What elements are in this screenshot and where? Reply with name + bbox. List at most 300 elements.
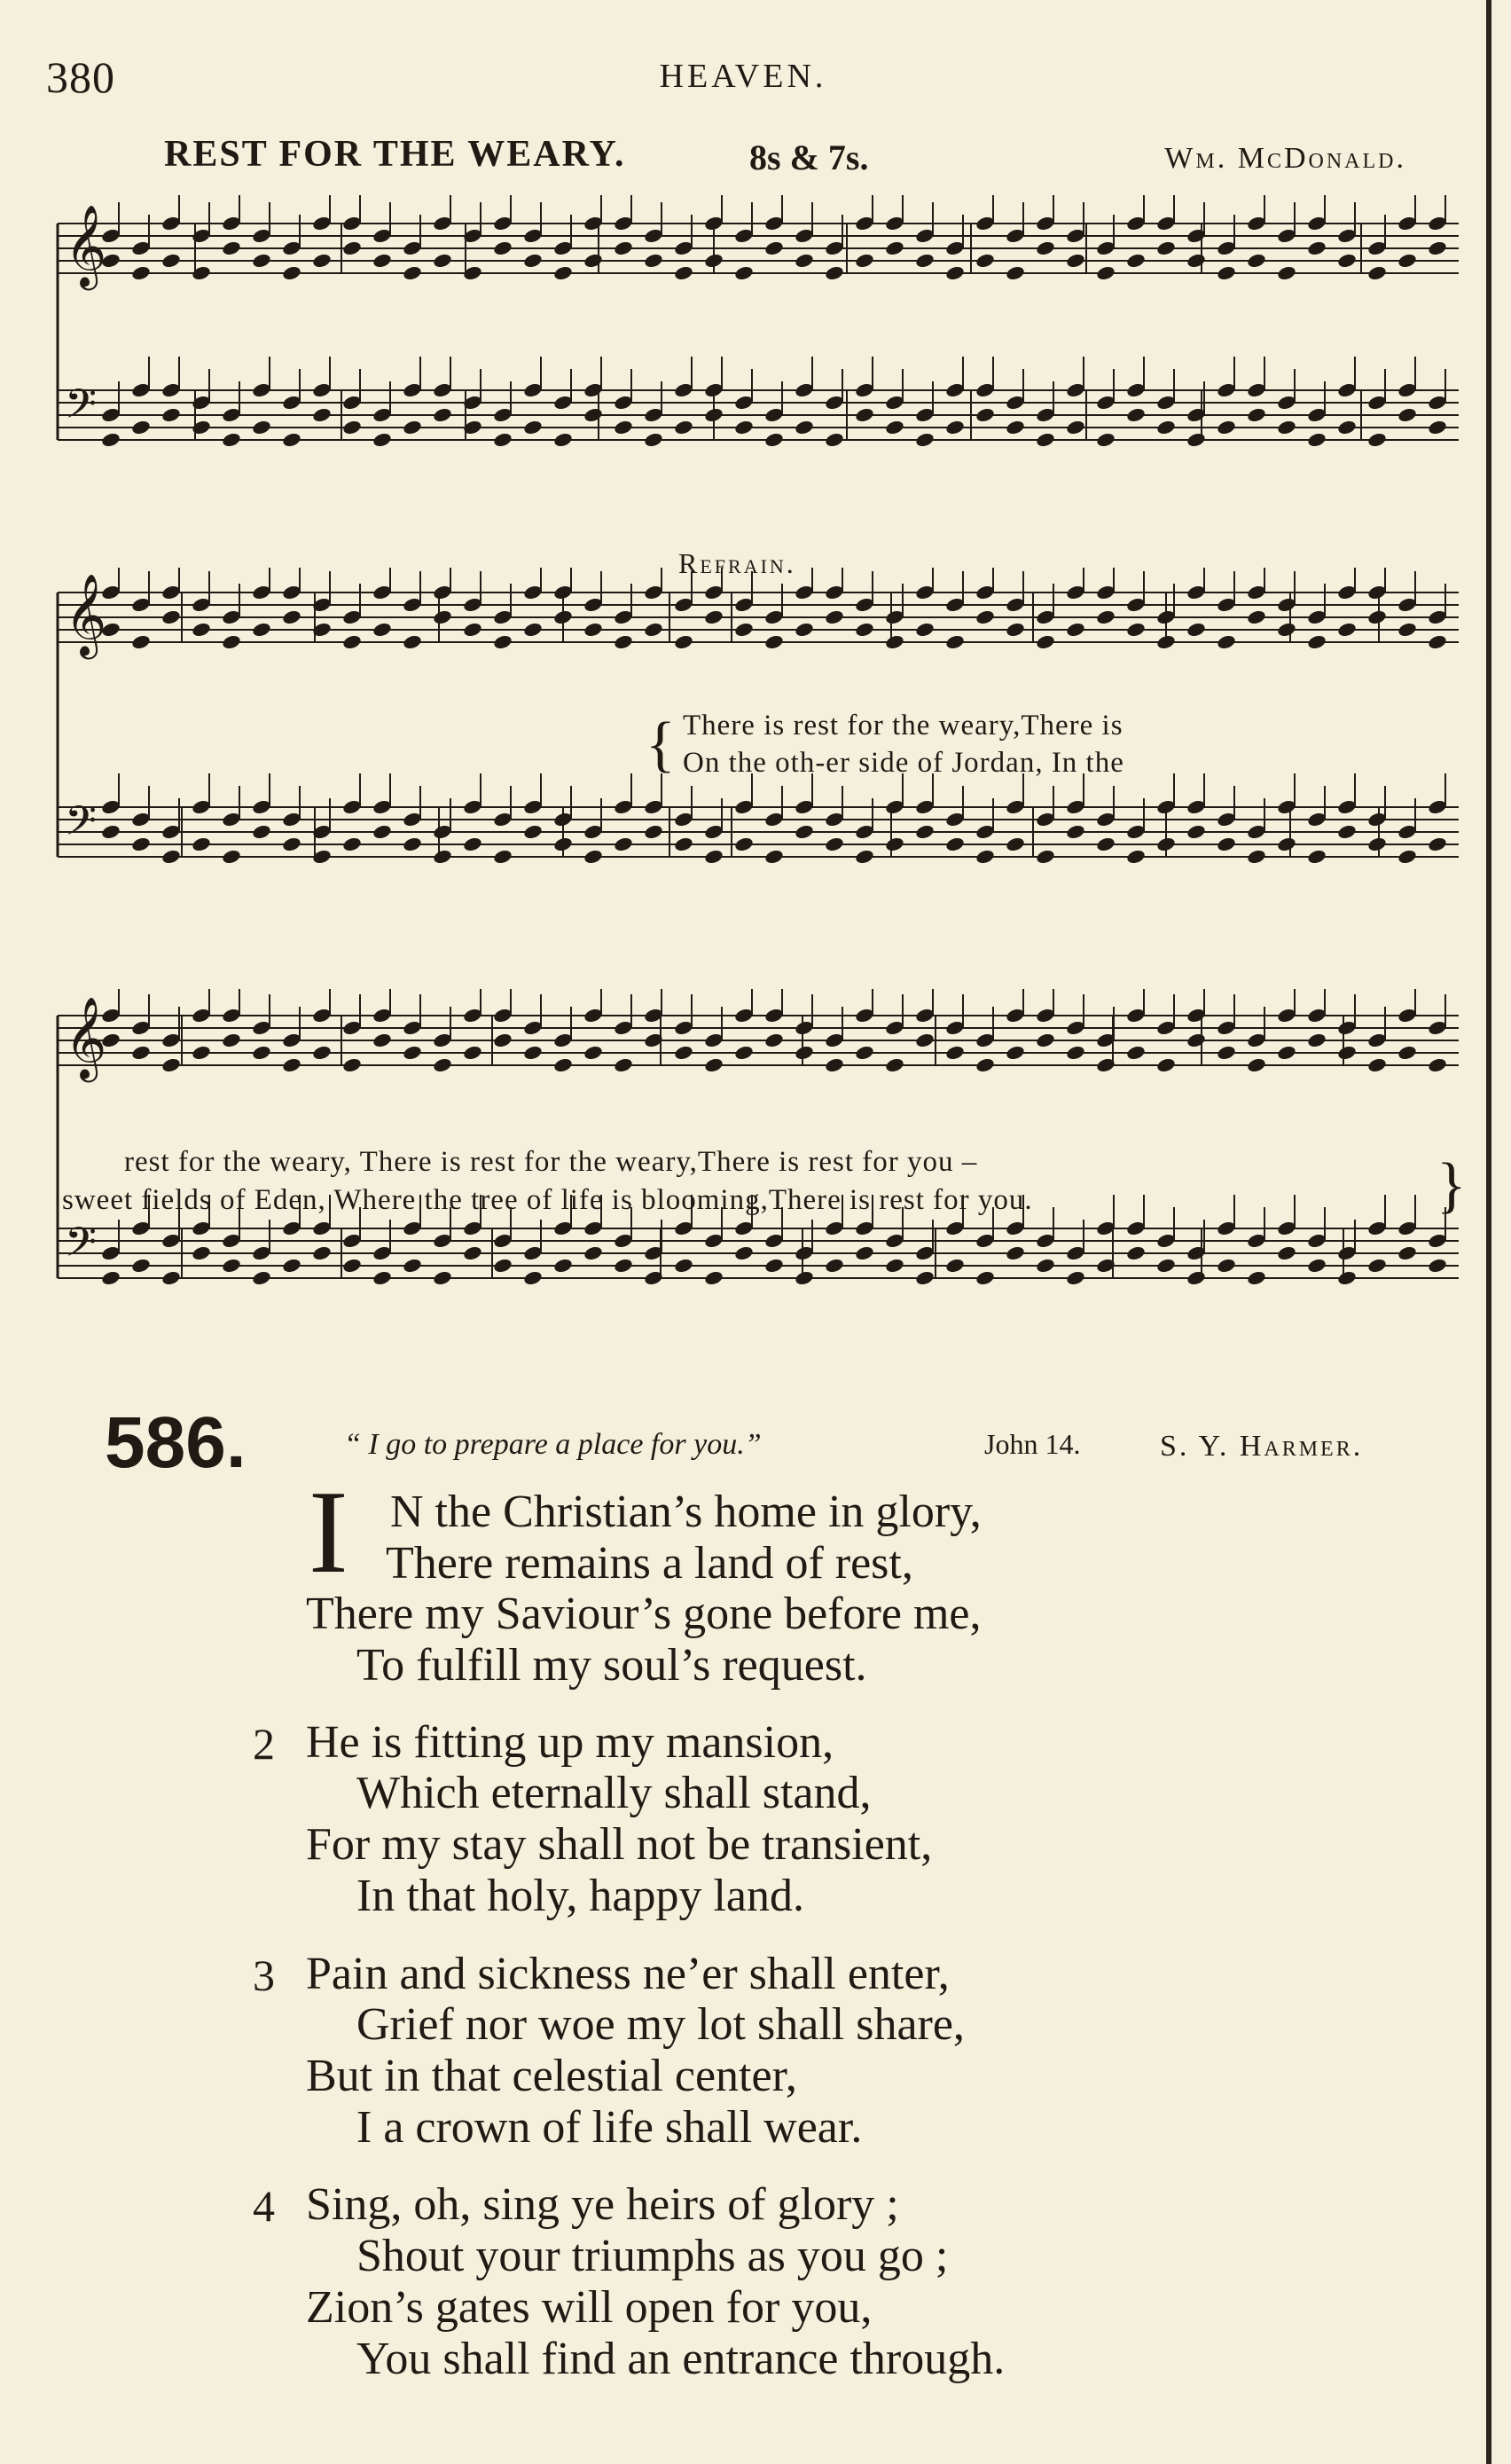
notehead <box>281 1056 301 1073</box>
notehead <box>914 252 935 269</box>
notehead <box>552 608 573 625</box>
bass-clef-icon: 𝄢 <box>65 797 98 855</box>
notehead <box>613 1257 633 1274</box>
notehead <box>1216 1044 1236 1061</box>
notehead <box>1005 264 1025 281</box>
notehead <box>1155 633 1176 650</box>
notehead <box>613 1056 633 1073</box>
notehead <box>160 1056 181 1073</box>
notehead <box>763 633 784 650</box>
notehead <box>673 836 693 852</box>
notehead <box>944 1044 965 1061</box>
notehead <box>643 621 663 638</box>
notehead <box>251 823 271 840</box>
notehead <box>160 406 181 423</box>
notehead <box>221 239 241 256</box>
notehead <box>1276 1044 1296 1061</box>
notehead <box>673 1257 693 1274</box>
notehead <box>402 1257 422 1274</box>
notehead <box>1366 431 1387 448</box>
notehead <box>703 848 724 865</box>
notehead <box>1005 1244 1025 1261</box>
notehead <box>1125 1244 1146 1261</box>
notehead <box>794 621 814 638</box>
notehead <box>432 406 452 423</box>
notehead <box>1095 608 1116 625</box>
notehead <box>884 633 904 650</box>
notehead <box>1125 848 1146 865</box>
notehead <box>160 252 181 269</box>
notehead <box>402 633 422 650</box>
verse-line: Grief nor woe my lot shall share, <box>356 1999 965 2050</box>
notehead <box>1095 264 1116 281</box>
refrain-label: Refrain. <box>678 547 796 579</box>
notehead <box>1276 836 1296 852</box>
hymn-author: S. Y. Harmer. <box>1160 1430 1364 1463</box>
verse-line: In that holy, happy land. <box>356 1871 804 1921</box>
stanza-number: 4 <box>253 2181 275 2231</box>
verse-line: Pain and sickness ne’er shall enter, <box>306 1949 950 1999</box>
notehead <box>1336 621 1357 638</box>
notehead <box>1397 1244 1417 1261</box>
notehead <box>462 836 482 852</box>
notehead <box>160 848 181 865</box>
notehead <box>1125 621 1146 638</box>
notehead <box>583 848 603 865</box>
notehead <box>854 848 874 865</box>
notehead <box>673 633 693 650</box>
notehead <box>884 1056 904 1073</box>
notehead <box>191 836 211 852</box>
notehead <box>824 431 844 448</box>
notehead <box>975 252 995 269</box>
stanza-number: 2 <box>253 1719 275 1769</box>
notehead <box>1216 836 1236 852</box>
notehead <box>1035 633 1055 650</box>
notehead <box>432 848 452 865</box>
verse-line: For my stay shall not be transient, <box>306 1819 933 1870</box>
notehead <box>794 252 814 269</box>
notehead <box>1306 239 1327 256</box>
notehead <box>733 419 754 436</box>
notehead <box>703 252 724 269</box>
notehead <box>251 1269 271 1286</box>
notehead <box>914 621 935 638</box>
notehead <box>552 1257 573 1274</box>
notehead <box>130 1044 151 1061</box>
notehead <box>522 252 543 269</box>
notehead <box>733 836 754 852</box>
notehead <box>1246 1056 1266 1073</box>
notehead <box>402 1044 422 1061</box>
notehead <box>1397 406 1417 423</box>
notehead <box>1276 264 1296 281</box>
notehead <box>1155 239 1176 256</box>
notehead <box>402 264 422 281</box>
notehead <box>1306 1257 1327 1274</box>
notehead <box>341 836 362 852</box>
notehead <box>643 252 663 269</box>
notehead <box>1095 836 1116 852</box>
notehead <box>914 431 935 448</box>
notehead <box>492 848 513 865</box>
notehead <box>221 633 241 650</box>
tune-heading <box>0 133 1486 186</box>
verse-line: There remains a land of rest, <box>386 1538 913 1589</box>
notehead <box>1065 823 1085 840</box>
notehead <box>432 252 452 269</box>
notehead <box>733 264 754 281</box>
notehead <box>522 621 543 638</box>
notehead <box>492 239 513 256</box>
notehead <box>854 621 874 638</box>
lyric-brace-1: { <box>646 710 676 779</box>
notehead <box>372 1032 392 1048</box>
notehead <box>703 1269 724 1286</box>
notehead <box>221 431 241 448</box>
verse-line: But in that celestial center, <box>306 2051 797 2101</box>
notehead <box>221 1257 241 1274</box>
scripture-reference: John 14. <box>984 1428 1081 1460</box>
notehead <box>583 1044 603 1061</box>
notehead <box>794 1044 814 1061</box>
notehead <box>130 836 151 852</box>
notehead <box>1336 1269 1357 1286</box>
notehead <box>191 264 211 281</box>
notehead <box>251 621 271 638</box>
notehead <box>1186 1269 1206 1286</box>
notehead <box>944 419 965 436</box>
notehead <box>794 1269 814 1286</box>
notehead <box>914 823 935 840</box>
notehead <box>1035 239 1055 256</box>
notehead <box>100 823 121 840</box>
page-number: 380 <box>46 52 115 102</box>
verse-line: To fulfill my soul’s request. <box>356 1640 867 1691</box>
notehead <box>372 1269 392 1286</box>
notehead <box>1336 823 1357 840</box>
notehead <box>221 848 241 865</box>
notehead <box>1005 419 1025 436</box>
notehead <box>583 252 603 269</box>
notehead <box>372 252 392 269</box>
notehead <box>854 1044 874 1061</box>
notehead <box>643 431 663 448</box>
notehead <box>281 431 301 448</box>
notehead <box>432 608 452 625</box>
notehead <box>1005 621 1025 638</box>
notehead <box>1216 419 1236 436</box>
notehead <box>1397 621 1417 638</box>
notehead <box>1336 419 1357 436</box>
notehead <box>372 823 392 840</box>
notehead <box>884 239 904 256</box>
bass-clef-icon: 𝄢 <box>65 381 98 438</box>
notehead <box>1125 252 1146 269</box>
notehead <box>432 1269 452 1286</box>
notehead <box>733 1044 754 1061</box>
running-head: HEAVEN. <box>659 58 827 95</box>
hymn-heading <box>0 1401 1486 1481</box>
notehead <box>975 1269 995 1286</box>
page-header <box>0 51 1486 105</box>
notehead <box>1035 1257 1055 1274</box>
hymn-number: 586. <box>105 1402 247 1483</box>
notehead <box>794 419 814 436</box>
notehead <box>854 1244 874 1261</box>
notehead <box>763 239 784 256</box>
notehead <box>944 836 965 852</box>
notehead <box>1306 848 1327 865</box>
lyric-brace-2: } <box>1437 1151 1467 1220</box>
notehead <box>1065 1269 1085 1286</box>
notehead <box>341 419 362 436</box>
notehead <box>311 406 332 423</box>
notehead <box>281 264 301 281</box>
notehead <box>311 1044 332 1061</box>
notehead <box>1216 633 1236 650</box>
notehead <box>1125 1044 1146 1061</box>
notehead <box>1065 1044 1085 1061</box>
notehead <box>703 1056 724 1073</box>
notehead <box>1366 264 1387 281</box>
scripture-quote: “ I go to prepare a place for you.” <box>344 1428 762 1461</box>
notehead <box>1366 1257 1387 1274</box>
notehead <box>1336 252 1357 269</box>
notehead <box>824 836 844 852</box>
notehead <box>492 431 513 448</box>
drop-cap: I <box>309 1466 348 1597</box>
notehead <box>191 1244 211 1261</box>
notehead <box>160 1269 181 1286</box>
notehead <box>1155 836 1176 852</box>
notehead <box>673 419 693 436</box>
treble-clef-icon: 𝄞 <box>65 573 107 655</box>
notehead <box>944 1257 965 1274</box>
notehead <box>975 608 995 625</box>
verse-line: Sing, oh, sing ye heirs of glory ; <box>306 2179 899 2230</box>
notehead <box>372 431 392 448</box>
notehead <box>763 1257 784 1274</box>
notehead <box>522 1044 543 1061</box>
notehead <box>1065 252 1085 269</box>
verse-line: N the Christian’s home in glory, <box>390 1487 982 1537</box>
notehead <box>1276 1244 1296 1261</box>
music-notation-1 <box>49 195 1468 514</box>
notehead <box>975 1056 995 1073</box>
notehead <box>884 419 904 436</box>
notehead <box>341 633 362 650</box>
notehead <box>1005 1044 1025 1061</box>
notehead <box>583 406 603 423</box>
notehead <box>824 1257 844 1274</box>
notehead <box>583 621 603 638</box>
lyric-line: There is rest for the weary,There is <box>683 710 1123 742</box>
tune-meter: 8s & 7s. <box>749 137 869 177</box>
notehead <box>1035 848 1055 865</box>
notehead <box>613 239 633 256</box>
notehead <box>130 1257 151 1274</box>
notehead <box>884 836 904 852</box>
notehead <box>824 608 844 625</box>
notehead <box>1366 608 1387 625</box>
notehead <box>914 1032 935 1048</box>
bass-clef-icon: 𝄢 <box>65 1219 98 1276</box>
notehead <box>824 264 844 281</box>
notehead <box>1035 1032 1055 1048</box>
notehead <box>191 1044 211 1061</box>
notehead <box>794 823 814 840</box>
notehead <box>673 1044 693 1061</box>
notehead <box>613 836 633 852</box>
notehead <box>372 621 392 638</box>
notehead <box>975 848 995 865</box>
page-edge-rule <box>1486 0 1491 2464</box>
notehead <box>763 848 784 865</box>
notehead <box>492 1032 513 1048</box>
notehead <box>281 836 301 852</box>
notehead <box>1065 621 1085 638</box>
notehead <box>1427 633 1447 650</box>
notehead <box>1246 608 1266 625</box>
notehead <box>130 633 151 650</box>
lyric-line: sweet fields of Eden, Where the tree of life is blooming,There is rest for you. <box>62 1184 1033 1216</box>
notehead <box>341 1257 362 1274</box>
notehead <box>221 1032 241 1048</box>
notehead <box>944 633 965 650</box>
notehead <box>1095 431 1116 448</box>
notehead <box>552 431 573 448</box>
notehead <box>1397 1044 1417 1061</box>
notehead <box>914 1269 935 1286</box>
notehead <box>1427 1056 1447 1073</box>
notehead <box>160 608 181 625</box>
notehead <box>703 608 724 625</box>
notehead <box>522 823 543 840</box>
notehead <box>1216 264 1236 281</box>
notehead <box>613 633 633 650</box>
notehead <box>1186 252 1206 269</box>
tune-title: REST FOR THE WEARY. <box>164 134 626 175</box>
notehead <box>1397 848 1417 865</box>
notehead <box>251 1044 271 1061</box>
notehead <box>1306 633 1327 650</box>
notehead <box>763 1032 784 1048</box>
notehead <box>643 823 663 840</box>
notehead <box>1306 431 1327 448</box>
notehead <box>1427 836 1447 852</box>
notehead <box>1246 406 1266 423</box>
notehead <box>281 608 301 625</box>
notehead <box>1246 1269 1266 1286</box>
notehead <box>130 419 151 436</box>
verse-line: Which eternally shall stand, <box>356 1768 872 1818</box>
notehead <box>402 419 422 436</box>
stanza-number: 3 <box>253 1950 275 2000</box>
notehead <box>1306 1032 1327 1048</box>
notehead <box>191 621 211 638</box>
notehead <box>1035 431 1055 448</box>
notehead <box>251 252 271 269</box>
notehead <box>854 252 874 269</box>
notehead <box>733 621 754 638</box>
notehead <box>1276 621 1296 638</box>
notehead <box>1125 406 1146 423</box>
notehead <box>824 1056 844 1073</box>
notehead <box>462 1244 482 1261</box>
notehead <box>975 406 995 423</box>
notehead <box>311 1244 332 1261</box>
notehead <box>1065 419 1085 436</box>
notehead <box>552 264 573 281</box>
notehead <box>130 264 151 281</box>
notehead <box>1366 1056 1387 1073</box>
notehead <box>673 264 693 281</box>
notehead <box>1155 419 1176 436</box>
notehead <box>583 1244 603 1261</box>
notehead <box>884 1257 904 1274</box>
verse-line: There my Saviour’s gone before me, <box>306 1589 982 1639</box>
notehead <box>1186 621 1206 638</box>
notehead <box>492 1257 513 1274</box>
notehead <box>462 1044 482 1061</box>
notehead <box>462 621 482 638</box>
notehead <box>341 239 362 256</box>
notehead <box>281 1257 301 1274</box>
notehead <box>1155 1056 1176 1073</box>
notehead <box>522 1269 543 1286</box>
notehead <box>1397 252 1417 269</box>
notehead <box>703 406 724 423</box>
notehead <box>1366 836 1387 852</box>
notehead <box>1186 823 1206 840</box>
notehead <box>854 406 874 423</box>
lyric-line: rest for the weary, There is rest for the weary,There is rest for you – <box>124 1146 978 1178</box>
notehead <box>191 419 211 436</box>
verse-line: I a crown of life shall wear. <box>356 2102 863 2153</box>
verse-line: Zion’s gates will open for you, <box>306 2282 873 2333</box>
notehead <box>1186 1032 1206 1048</box>
notehead <box>733 1244 754 1261</box>
notehead <box>552 836 573 852</box>
notehead <box>613 419 633 436</box>
notehead <box>251 419 271 436</box>
verse-line: Shout your triumphs as you go ; <box>356 2231 949 2281</box>
notehead <box>522 419 543 436</box>
treble-clef-icon: 𝄞 <box>65 204 107 286</box>
notehead <box>432 1056 452 1073</box>
composer: Wm. McDonald. <box>1164 142 1406 175</box>
notehead <box>341 1056 362 1073</box>
verse-line: You shall find an entrance through. <box>356 2334 1006 2384</box>
notehead <box>402 836 422 852</box>
lyric-line: On the oth-er side of Jordan, In the <box>683 747 1124 779</box>
notehead <box>1336 1044 1357 1061</box>
notehead <box>1216 1257 1236 1274</box>
notehead <box>492 633 513 650</box>
notehead <box>1427 419 1447 436</box>
notehead <box>763 431 784 448</box>
notehead <box>100 1269 121 1286</box>
notehead <box>1246 848 1266 865</box>
notehead <box>552 1056 573 1073</box>
music-system-1 <box>49 195 1468 514</box>
notehead <box>1005 836 1025 852</box>
notehead <box>1186 431 1206 448</box>
notehead <box>1246 252 1266 269</box>
notehead <box>311 252 332 269</box>
notehead <box>1155 1257 1176 1274</box>
